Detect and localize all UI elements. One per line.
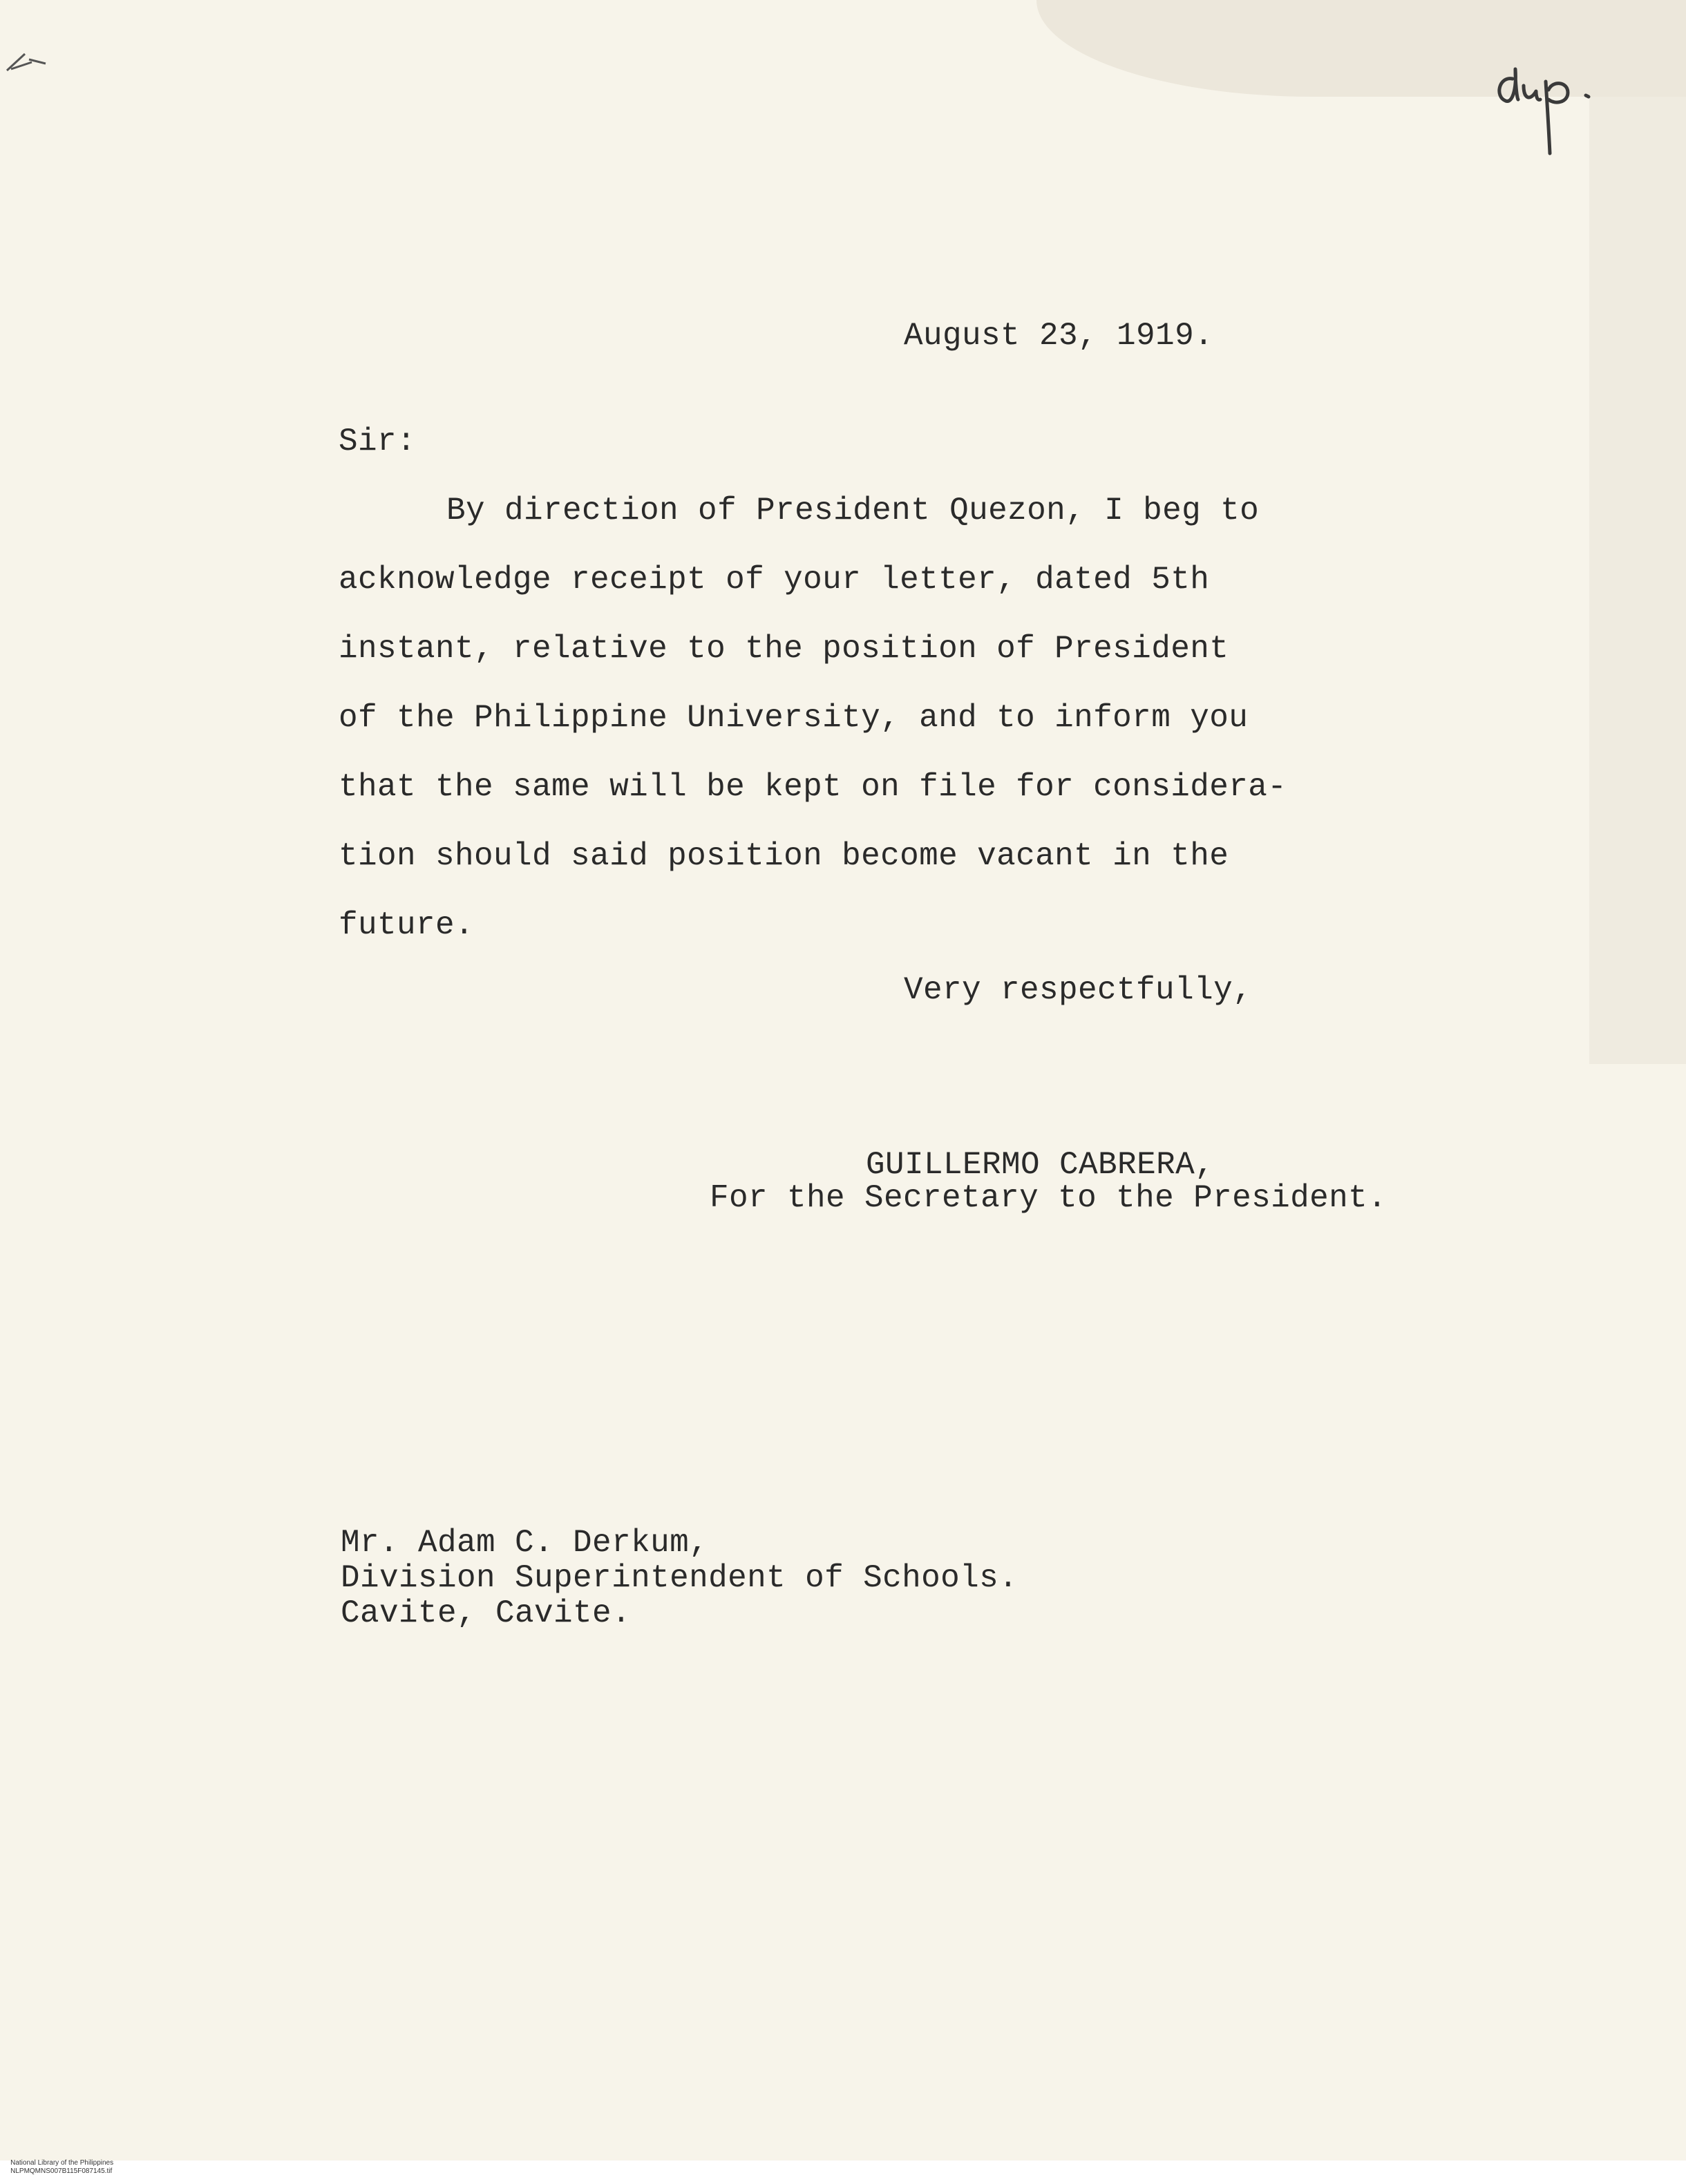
body-line: of the Philippine University, and to inform you: [339, 700, 1249, 736]
addressee-line: Division Superintendent of Schools.: [341, 1560, 1019, 1596]
signer-title: For the Secretary to the President.: [710, 1180, 1387, 1216]
handwritten-dup-note: [1489, 55, 1613, 159]
footer-file-id: NLPMQMNS007B115F087145.tif: [10, 2167, 113, 2175]
body-line: future.: [339, 907, 475, 943]
signer-name: GUILLERMO CABRERA,: [866, 1147, 1215, 1183]
paper-stain-edge: [1589, 97, 1686, 1064]
corner-pencil-mark: [4, 48, 59, 76]
body-line: By direction of President Quezon, I beg to: [446, 493, 1260, 529]
complimentary-close: Very respectfully,: [904, 972, 1253, 1008]
body-line: tion should said position become vacant in the: [339, 838, 1229, 874]
scan-footer: [3, 2151, 124, 2184]
footer-institution: National Library of the Philippines: [10, 2159, 114, 2167]
addressee-line: Mr. Adam C. Derkum,: [341, 1525, 709, 1561]
body-line: acknowledge receipt of your letter, dated 5th: [339, 562, 1210, 598]
addressee-block: [341, 1527, 1018, 1633]
body-line: instant, relative to the position of President: [339, 631, 1229, 667]
body-line: that the same will be kept on file for considera-: [339, 769, 1287, 805]
letter-date: August 23, 1919.: [904, 318, 1214, 354]
addressee-line: Cavite, Cavite.: [341, 1595, 632, 1631]
salutation: Sir:: [339, 424, 417, 459]
letter-body: [339, 495, 1287, 978]
